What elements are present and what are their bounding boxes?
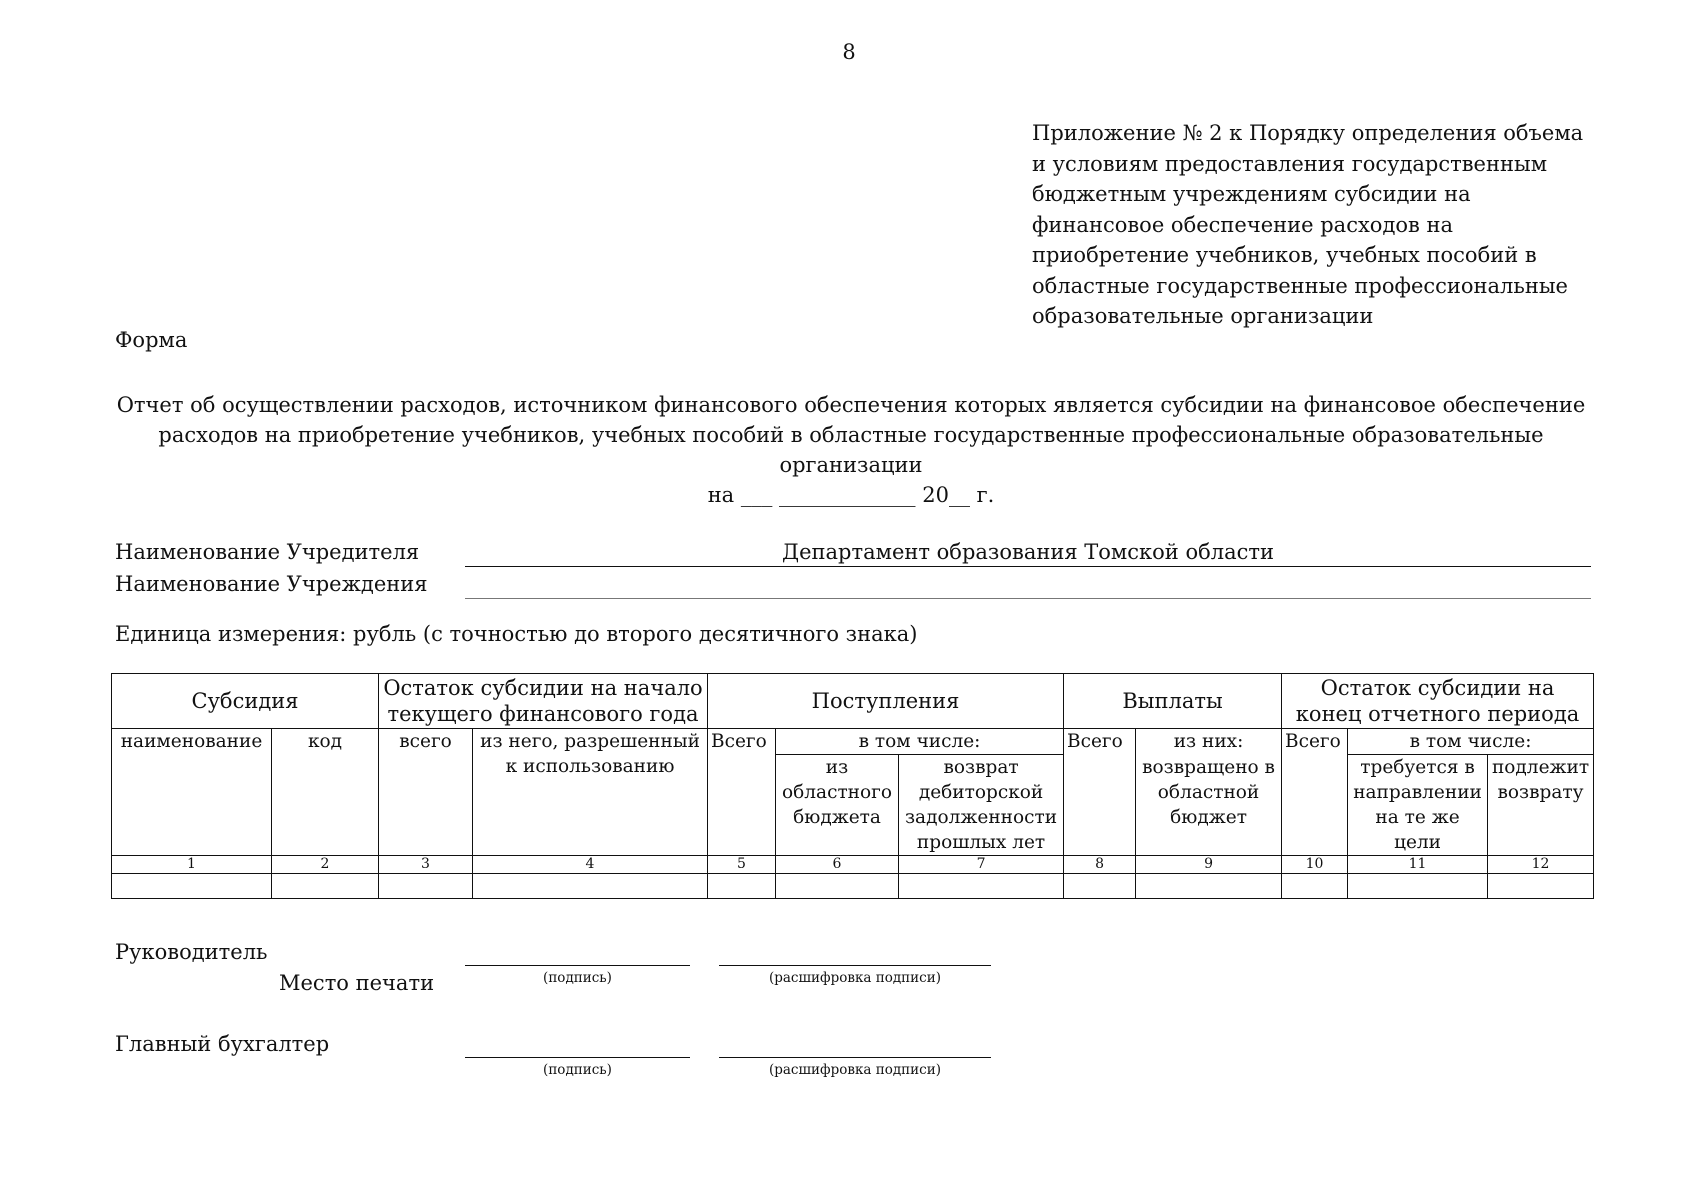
- header-required-same: требуется в направлении на те же цели: [1348, 755, 1488, 856]
- annex-note: [1032, 118, 1587, 332]
- accountant-signature-caption: (подпись): [543, 1062, 612, 1078]
- annex-line: бюджетным учреждениям субсидии на: [1032, 182, 1471, 206]
- header-allowed: из него, разрешенный к использованию: [473, 729, 708, 856]
- form-label: Форма: [115, 328, 188, 352]
- head-decoding-line: [719, 963, 991, 966]
- accountant-decoding-line: [719, 1055, 991, 1058]
- unit-of-measure: Единица измерения: рубль (с точностью до второго десятичного знака): [115, 622, 918, 646]
- head-signature-line: [465, 963, 690, 966]
- header-end-incl: в том числе:: [1348, 729, 1594, 755]
- column-number: 2: [272, 856, 379, 874]
- table-cell: [776, 874, 899, 899]
- column-number: 8: [1064, 856, 1136, 874]
- table-cell: [1348, 874, 1488, 899]
- report-date-line: на ___ _____________ 20__ г.: [707, 483, 995, 507]
- founder-value: Департамент образования Томской области: [782, 540, 1274, 564]
- header-end-total: Всего: [1282, 729, 1348, 856]
- founder-label: Наименование Учредителя: [115, 540, 420, 564]
- header-balance-end: Остаток субсидии на конец отчетного периода: [1282, 674, 1594, 729]
- header-receipts-incl: в том числе:: [776, 729, 1064, 755]
- table-cell: [1064, 874, 1136, 899]
- accountant-signature-line: [465, 1055, 690, 1058]
- accountant-decoding-caption: (расшифровка подписи): [768, 1062, 942, 1078]
- header-row-sub: [112, 729, 1594, 755]
- header-returned: возвращено в областной бюджет: [1136, 755, 1282, 856]
- table-cell: [272, 874, 379, 899]
- table-cell: [473, 874, 708, 899]
- column-number: 12: [1488, 856, 1594, 874]
- column-number: 9: [1136, 856, 1282, 874]
- chief-accountant-label: Главный бухгалтер: [115, 1032, 330, 1056]
- report-table: [111, 673, 1594, 899]
- header-payments-total: Всего: [1064, 729, 1136, 856]
- header-from-regional: из областного бюджета: [776, 755, 899, 856]
- table-row: [112, 874, 1594, 899]
- annex-line: и условиям предоставления государственным: [1032, 151, 1548, 176]
- column-number: 7: [899, 856, 1064, 874]
- annex-line: областные государственные профессиональные: [1032, 273, 1568, 298]
- column-number: 10: [1282, 856, 1348, 874]
- header-debt-return: возврат дебиторской задолженности прошлых лет: [899, 755, 1064, 856]
- header-balance-start: Остаток субсидии на начало текущего финансового года: [379, 674, 708, 729]
- head-signature-caption: (подпись): [543, 970, 612, 986]
- title-line: Отчет об осуществлении расходов, источником финансового обеспечения которых является субсидии на финансовое обеспечение: [116, 393, 1586, 417]
- table-cell: [708, 874, 776, 899]
- column-number: 6: [776, 856, 899, 874]
- table-cell: [1136, 874, 1282, 899]
- table-cell: [1282, 874, 1348, 899]
- column-number: 3: [379, 856, 473, 874]
- column-number: 4: [473, 856, 708, 874]
- header-name: наименование: [112, 729, 272, 856]
- column-number: 5: [708, 856, 776, 874]
- header-subsidy: Субсидия: [112, 674, 379, 729]
- header-receipts-total: Всего: [708, 729, 776, 856]
- annex-line: Приложение № 2 к Порядку определения объема: [1032, 121, 1584, 145]
- column-number: 11: [1348, 856, 1488, 874]
- header-payments-of: из них:: [1136, 729, 1282, 755]
- header-payments: Выплаты: [1064, 674, 1282, 729]
- head-decoding-caption: (расшифровка подписи): [768, 970, 942, 986]
- header-code: код: [272, 729, 379, 856]
- table-cell: [379, 874, 473, 899]
- header-row-groups: [112, 674, 1594, 729]
- column-numbers-row: [112, 856, 1594, 874]
- table-cell: [899, 874, 1064, 899]
- title-line: расходов на приобретение учебников, учебных пособий в областные государственные профессиональные образовательные: [158, 423, 1544, 447]
- annex-line: образовательные организации: [1032, 304, 1374, 328]
- annex-line: приобретение учебников, учебных пособий в: [1032, 243, 1537, 267]
- title-line: организации: [779, 453, 923, 477]
- header-receipts: Поступления: [708, 674, 1064, 729]
- stamp-label: Место печати: [279, 971, 435, 995]
- table-cell: [112, 874, 272, 899]
- head-label: Руководитель: [115, 940, 268, 964]
- page-number: 8: [842, 40, 856, 64]
- annex-line: финансовое обеспечение расходов на: [1032, 212, 1454, 237]
- report-title: [110, 390, 1592, 510]
- header-to-return: подлежит возврату: [1488, 755, 1594, 856]
- column-number: 1: [112, 856, 272, 874]
- institution-line: [465, 570, 1591, 599]
- header-total-start: всего: [379, 729, 473, 856]
- table-cell: [1488, 874, 1594, 899]
- institution-label: Наименование Учреждения: [115, 572, 428, 596]
